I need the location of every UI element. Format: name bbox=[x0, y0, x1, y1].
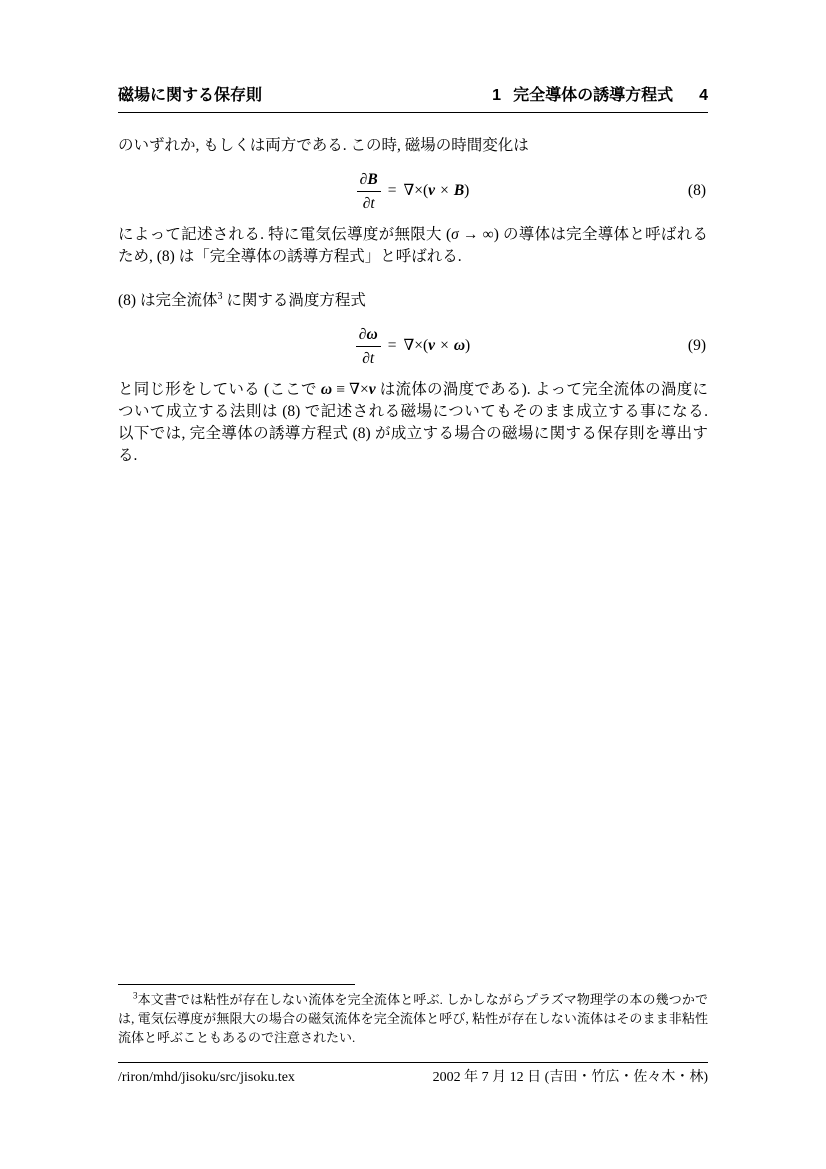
partial-symbol: ∂ bbox=[359, 170, 368, 188]
nabla-cross: ∇×( bbox=[403, 182, 429, 199]
header-right bbox=[492, 86, 708, 106]
footnote-text bbox=[118, 990, 708, 1047]
equals-sign: = bbox=[387, 182, 397, 199]
times-sign: × bbox=[440, 182, 449, 199]
close-paren: ) bbox=[465, 337, 471, 354]
v-symbol: v bbox=[368, 381, 376, 398]
fraction-dB-dt bbox=[357, 169, 381, 214]
paragraph-3-text: に関する渦度方程式 bbox=[222, 292, 366, 309]
partial-symbol: ∂ bbox=[362, 194, 371, 212]
omega-symbol: ω bbox=[320, 381, 333, 398]
header-section-title: 完全導体の誘導方程式 bbox=[513, 87, 674, 104]
fraction-numerator bbox=[357, 169, 381, 191]
equation-8-content bbox=[357, 169, 470, 214]
fraction-numerator bbox=[356, 324, 381, 346]
header-section-number: 1 bbox=[492, 87, 502, 104]
footnote bbox=[118, 984, 708, 1047]
times-sign: × bbox=[440, 337, 449, 354]
fraction-domega-dt bbox=[356, 324, 381, 369]
fraction-denominator bbox=[356, 346, 381, 369]
equation-8 bbox=[118, 166, 708, 216]
paragraph-2 bbox=[118, 224, 708, 268]
footnote-number: 3 bbox=[133, 990, 138, 1001]
footer-rule bbox=[118, 1062, 708, 1063]
vector-B-symbol: B bbox=[367, 170, 378, 188]
paragraph-3-text: (8) は完全流体 bbox=[118, 292, 218, 309]
equation-9-number: (9) bbox=[687, 337, 706, 354]
equation-9 bbox=[118, 321, 708, 371]
t-symbol: t bbox=[369, 349, 375, 367]
vector-v-symbol: v bbox=[428, 182, 436, 199]
paragraph-4-text: と同じ形をしている (ここで bbox=[118, 381, 321, 398]
paragraph-4-text: は流体の渦度である). よって完全流体の渦度について成立する法則は (8) で記述される磁場についてもそのまま成立する事になる. 以下では, 完全導体の誘導方程式 (8) が成立する場合の磁場に関する保存則を導出する. bbox=[118, 381, 708, 464]
paragraph-2-text: によって記述される. 特に電気伝導度が無限大 ( bbox=[118, 226, 452, 243]
equals-sign: = bbox=[387, 337, 397, 354]
vector-B-symbol: B bbox=[453, 182, 465, 199]
partial-symbol: ∂ bbox=[362, 349, 370, 367]
body-text bbox=[118, 135, 708, 467]
vector-v-symbol: v bbox=[428, 337, 436, 354]
paragraph-3 bbox=[118, 290, 708, 312]
equation-9-content bbox=[356, 324, 470, 369]
paragraph-2-text: → ∞) の導体は完全導体と呼ばれるため, (8) は「完全導体の誘導方程式」と呼ばれる. bbox=[118, 226, 708, 265]
equation-8-number: (8) bbox=[687, 182, 706, 199]
header-left-title: 磁場に関する保存則 bbox=[118, 87, 263, 104]
vector-omega-symbol: ω bbox=[366, 325, 378, 343]
footnote-body: 本文書では粘性が存在しない流体を完全流体と呼ぶ. しかしながらプラズマ物理学の本の幾つかでは, 電気伝導度が無限大の場合の磁気流体を完全流体と呼び, 粘性が存在しない流体はそのまま非粘性流体と呼ぶこともあるので注意されたい. bbox=[118, 992, 708, 1045]
nabla-cross: ∇×( bbox=[403, 337, 429, 354]
sigma-symbol: σ bbox=[451, 226, 459, 243]
close-paren: ) bbox=[464, 182, 470, 199]
vector-omega-symbol: ω bbox=[453, 337, 466, 354]
header-rule bbox=[118, 112, 708, 113]
footnote-rule bbox=[118, 984, 355, 985]
t-symbol: t bbox=[370, 194, 375, 212]
footnote-marker: 3 bbox=[217, 290, 223, 302]
partial-symbol: ∂ bbox=[358, 325, 367, 343]
footer-file-path: /riron/mhd/jisoku/src/jisoku.tex bbox=[118, 1070, 295, 1085]
paragraph-4-text: ≡ ∇× bbox=[332, 381, 369, 398]
page-header bbox=[118, 86, 708, 106]
page-footer bbox=[118, 1068, 708, 1087]
fraction-denominator bbox=[357, 191, 381, 214]
paragraph-4 bbox=[118, 379, 708, 467]
footer-date: 2002 年 7 月 12 日 (吉田・竹広・佐々木・林) bbox=[432, 1070, 708, 1085]
header-page-number: 4 bbox=[699, 87, 708, 104]
paragraph-1: のいずれか, もしくは両方である. この時, 磁場の時間変化は bbox=[118, 137, 529, 154]
